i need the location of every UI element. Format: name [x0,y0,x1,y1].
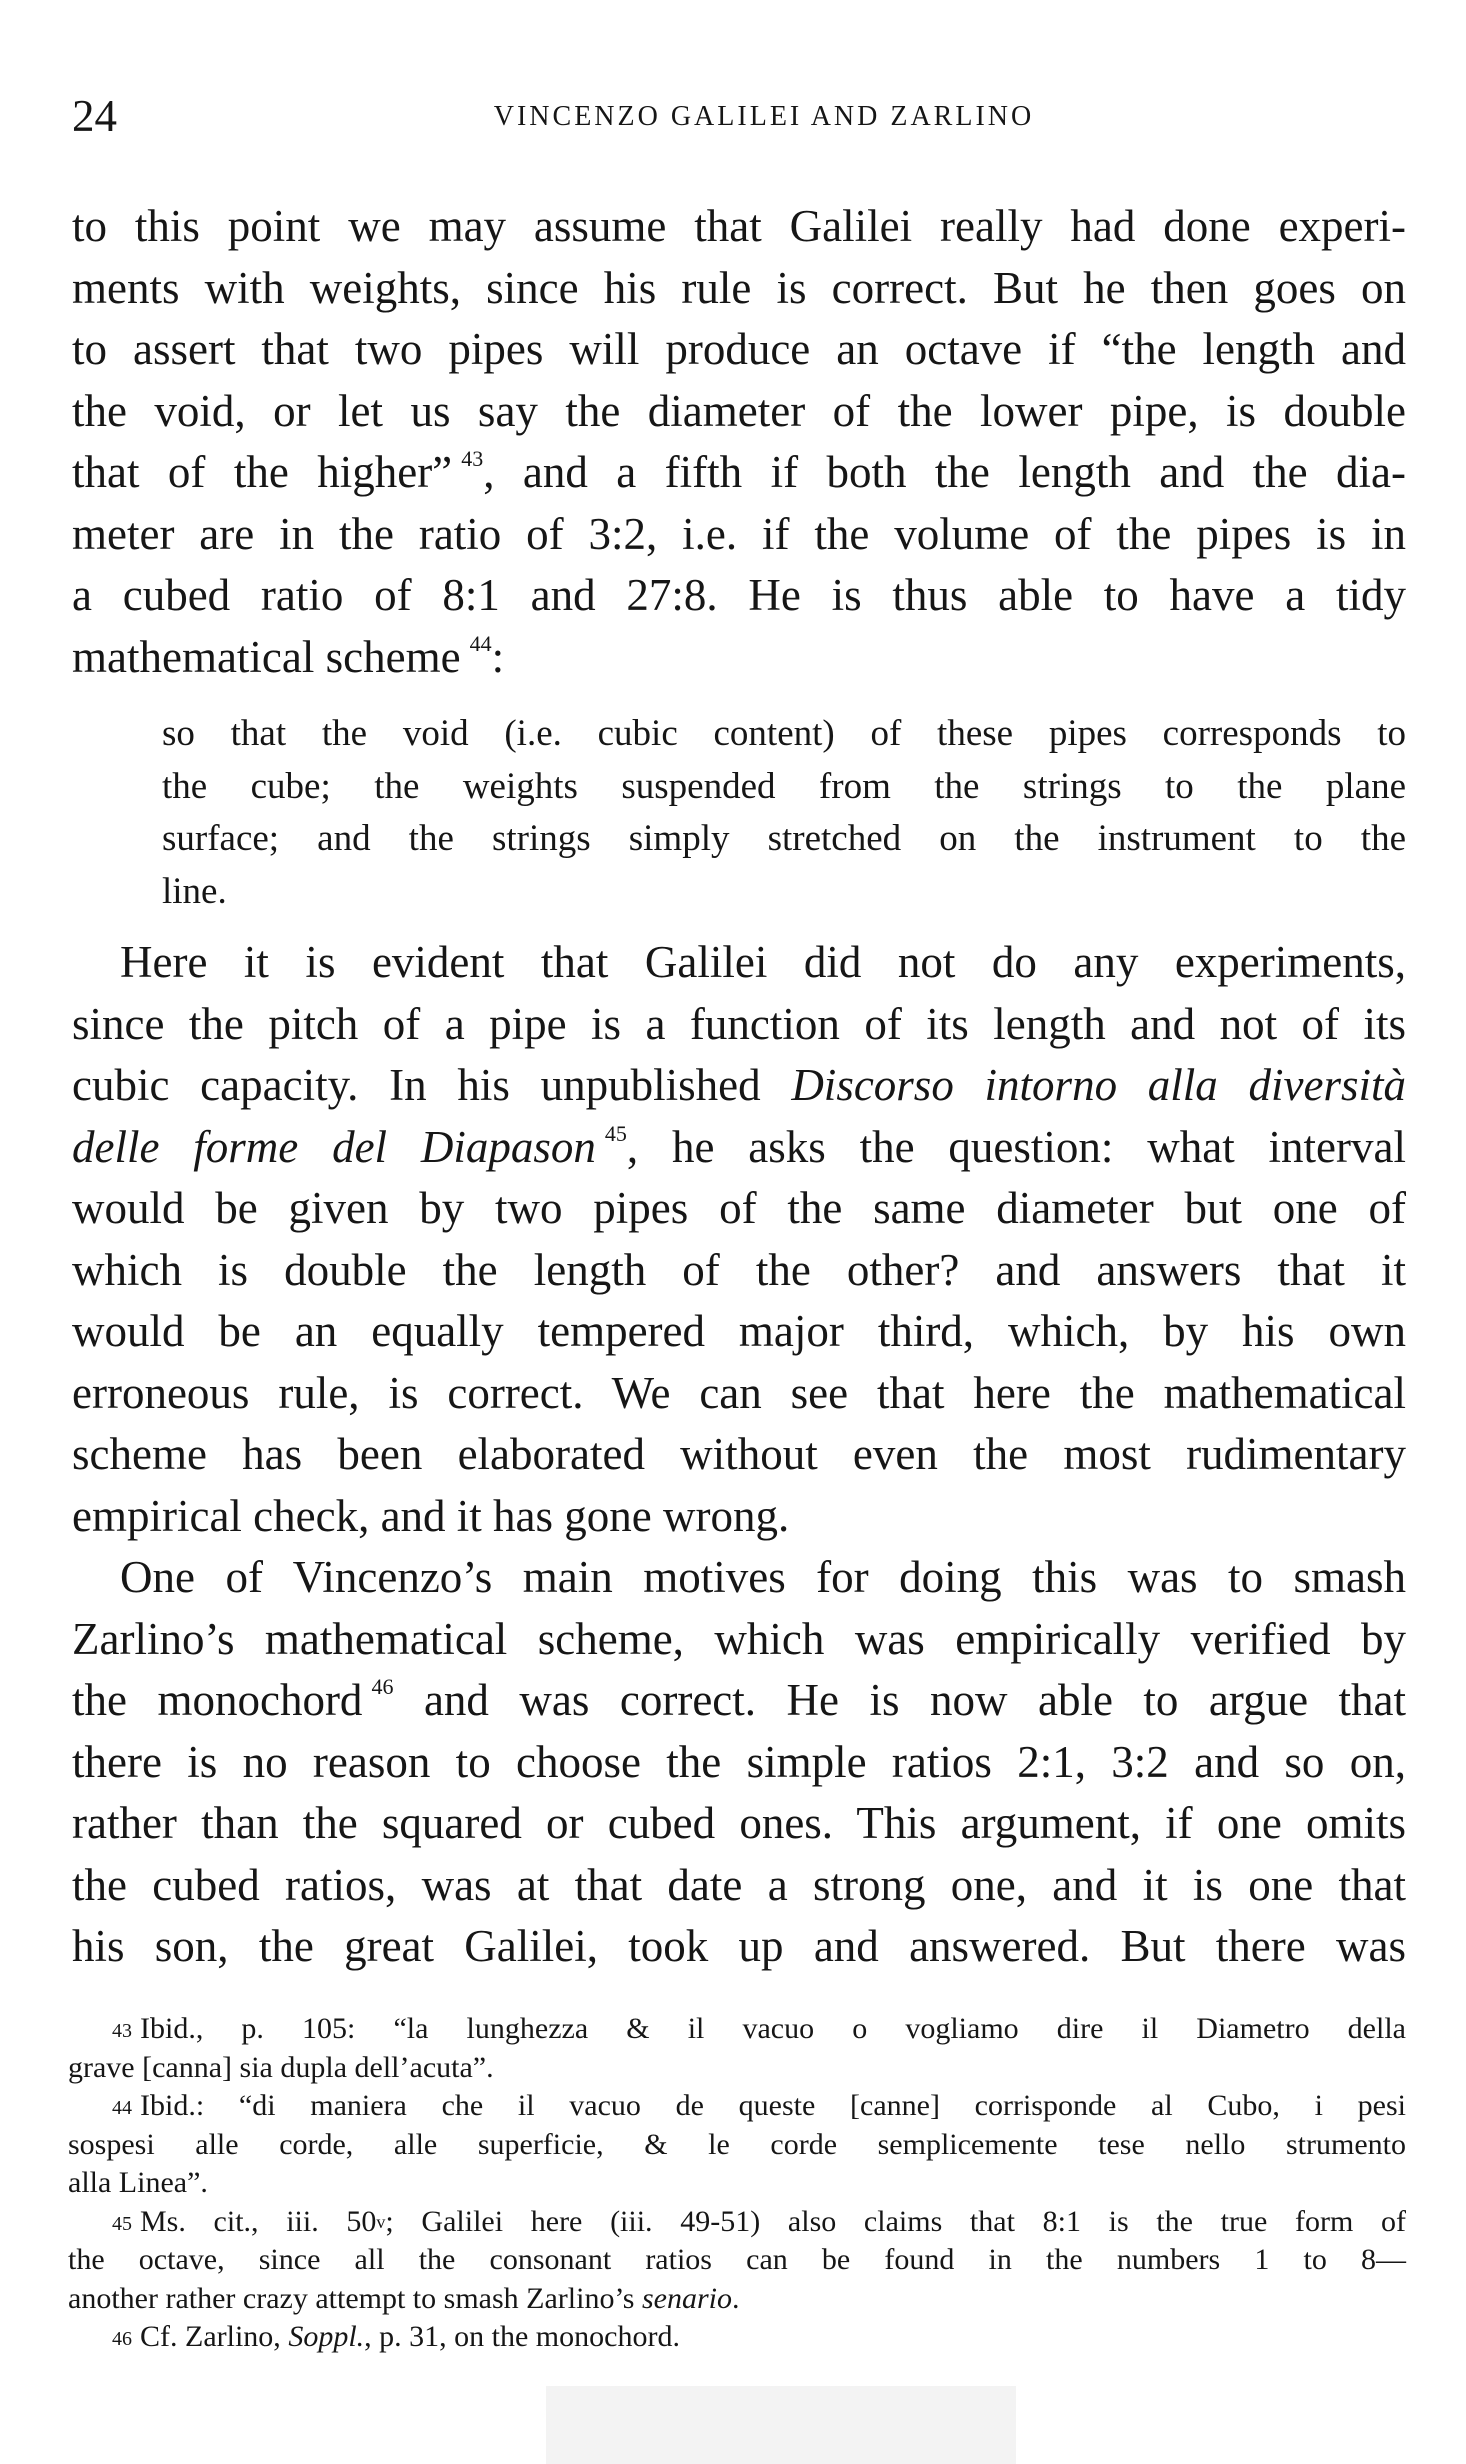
text-segment: another rather crazy attempt to smash Zarlino’s [68,2281,635,2315]
footnote-number: 44 [112,2097,132,2119]
text-line [72,1547,1406,1609]
footnote-line [68,2203,1406,2242]
footnote-line: grave [canna] sia dupla dell’acuta”. [68,2050,494,2084]
text-segment: One of Vincenzo’s main motives for doing this was to smash [120,1552,1406,1602]
text-line: his son, the great Galilei, took up and answered. But there was [72,1921,1406,1971]
italic-title: Discorso intorno alla diversità [791,1060,1407,1110]
footnote-line: alla Linea”. [68,2166,208,2199]
text-line: a cubed ratio of 8:1 and 27:8. He is thus able to have a tidy [72,570,1406,620]
text-line: ments with weights, since his rule is correct. But he then goes on [72,262,1406,313]
footnote-line: the octave, since all the consonant ratios can be found in the numbers 1 to 8— [68,2243,1406,2276]
footnote-46 [68,2318,1406,2357]
text-segment: Ms. cit., iii. 50 [140,2204,377,2238]
text-line [72,442,1406,504]
footnote-ref-45: 45 [604,1120,627,1146]
footnote-line: sospesi alle corde, alle superficie, & le corde semplicemente tese nello strumento [68,2127,1406,2161]
superscript: v [376,2211,386,2232]
paragraph-2 [72,932,1406,1547]
text-segment: Here it is evident that Galilei did not do any experiments, [120,937,1406,987]
footnote-45 [68,2203,1406,2319]
text-segment: , p. 31, on the monochord. [364,2320,680,2353]
quote-line: line. [162,870,227,912]
footnote-number: 46 [112,2328,132,2350]
text-line: meter are in the ratio of 3:2, i.e. if the volume of the pipes is in [72,508,1406,559]
text-segment: Ibid.: “di maniera che il vacuo de queste [canne] corrisponde al Cubo, i pesi [140,2089,1406,2122]
quote-line: surface; and the strings simply stretched on the instrument to the [162,818,1406,859]
text-segment: and was correct. He is now able to argue that [423,1675,1407,1725]
text-segment: ; Galilei here (iii. 49-51) also claims that 8:1 is the true form of [385,2204,1406,2238]
text-segment: and a fifth if both the length and the dia- [522,447,1407,497]
footnote-number: 45 [112,2212,132,2235]
text-segment: that of the higher” [72,447,453,497]
italic-title: delle forme del Diapason [72,1121,596,1172]
text-line: which is double the length of the other? and answers that it [72,1244,1406,1295]
footnotes [68,2010,1406,2357]
text-line: there is no reason to choose the simple ratios 2:1, 3:2 and so on, [72,1736,1406,1787]
footnote-ref-46: 46 [371,1674,394,1699]
text-line: scheme has been elaborated without even the most rudimentary [72,1429,1406,1479]
text-segment: the monochord [72,1675,363,1725]
running-head: VINCENZO GALILEI AND ZARLINO [493,101,1035,132]
italic-title: Soppl. [288,2320,365,2353]
text-line [72,1117,1406,1179]
text-segment: , he asks the question: what interval [626,1121,1406,1172]
page-header [72,86,1406,146]
paragraph-1 [72,196,1406,688]
text-line: the cubed ratios, was at that date a strong one, and it is one that [72,1859,1406,1910]
footnote-ref-43: 43 [461,446,484,471]
text-line: to assert that two pipes will produce an octave if “the length and [72,324,1406,374]
text-line [72,932,1406,994]
page-number: 24 [72,91,117,141]
footnote-number: 43 [112,2020,132,2042]
block-quote [162,708,1406,918]
footnote-line [68,2010,1406,2049]
footnote-43 [68,2010,1406,2087]
text-segment: : [491,631,505,682]
text-segment: . [731,2281,740,2315]
text-line [72,627,1406,689]
main-text [72,196,1406,1978]
text-line: would be given by two pipes of the same diameter but one of [72,1183,1406,1233]
text-line [72,1670,1406,1732]
text-line: erroneous rule, is correct. We can see that here the mathematical [72,1367,1406,1418]
text-line [72,1055,1406,1117]
text-segment: Ibid., p. 105: “la lunghezza & il vacuo o vogliamo dire il Diametro della [140,2012,1406,2045]
text-line: rather than the squared or cubed ones. This argument, if one omits [72,1798,1406,1848]
text-line: the void, or let us say the diameter of the lower pipe, is double [72,385,1406,436]
text-line: would be an equally tempered major third, which, by his own [72,1306,1406,1356]
text-line: since the pitch of a pipe is a function of its length and not of its [72,998,1406,1049]
text-segment: cubic capacity. In his unpublished [72,1060,761,1110]
text-segment: mathematical scheme [72,631,461,682]
text-line: empirical check, and it has gone wrong. [72,1490,790,1541]
footnote-line [68,2280,1406,2319]
text-line: to this point we may assume that Galilei really had done experi- [72,201,1406,251]
footnote-44 [68,2087,1406,2203]
footnote-line [68,2087,1406,2126]
footnote-line [68,2318,1406,2357]
quote-line: the cube; the weights suspended from the strings to the plane [162,765,1406,807]
footnote-ref-44: 44 [469,630,492,656]
paragraph-3 [72,1547,1406,1978]
text-segment: , [483,447,523,497]
italic-term: senario [641,2281,732,2315]
quote-line: so that the void (i.e. cubic content) of these pipes corresponds to [162,713,1406,754]
text-line: Zarlino’s mathematical scheme, which was empirically verified by [72,1613,1406,1664]
text-segment: Cf. Zarlino, [140,2320,281,2353]
scan-smudge [546,2386,1016,2464]
